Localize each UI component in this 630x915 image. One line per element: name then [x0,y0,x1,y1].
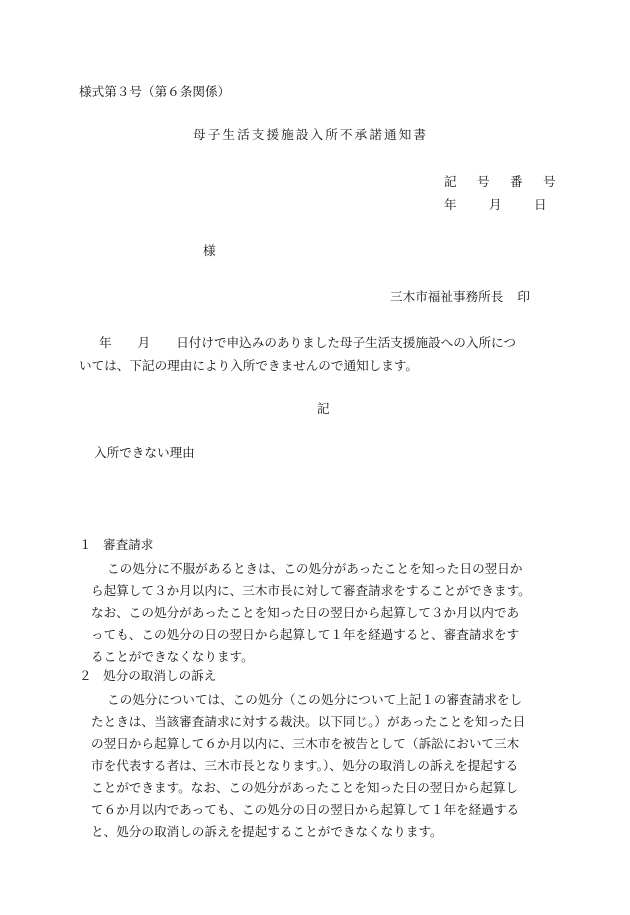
body-line-2: いては、下記の理由により入所できませんので通知します。 [79,358,419,373]
issuer-name: 三木市福祉事務所長 [390,289,504,304]
record-number-row [444,176,563,189]
section-revocation-suit [79,670,579,843]
seal-mark: 印 [517,289,530,304]
addressee-suffix: 様 [203,243,216,258]
section-number: ２ [79,668,92,683]
body-rest-line1: 日付けで申込みのありました母子生活支援施設への入所につ [176,335,516,350]
body-month: 月 [137,335,151,350]
date-day: 日 [534,197,547,212]
issuer-line [390,291,530,304]
section-line: ことができます。なお、この処分があったことを知った日の翌日から起算し [91,780,519,795]
section-heading [79,670,579,685]
section-line: っても、この処分の日の翌日から起算して１年を経過すると、審査請求をす [91,627,520,642]
record-label-ki: 記 [444,174,457,189]
section-line: なお、この処分があったことを知った日の翌日から起算して３か月以内であ [91,605,520,620]
section-line: この処分については、この処分（この処分について上記１の審査請求をし [107,692,523,707]
body-year: 年 [99,335,112,350]
date-row [444,199,554,212]
section-line: と、処分の取消しの訴えを提起することができなくなります。 [91,824,443,839]
section-heading [79,539,579,554]
date-year: 年 [444,197,457,212]
ki-heading: 記 [317,401,330,416]
body-line-1 [79,331,575,354]
record-label-ban: 番 [510,174,523,189]
date-month: 月 [489,197,502,212]
section-line: たときは、当該審査請求に対する裁決。以下同じ。）があったことを知った日 [91,714,526,729]
section-line: ることができなくなります。 [91,649,254,664]
section-appeal [79,539,579,668]
form-number: 様式第３号（第６条関係） [79,84,231,99]
reason-label: 入所できない理由 [94,445,195,460]
section-title: 審査請求 [103,537,154,552]
document-title: 母子生活支援施設入所不承諾通知書 [193,127,429,142]
section-body [91,689,579,843]
section-line: ら起算して３か月以内に、三木市長に対して審査請求をすることができます。 [91,583,531,598]
notice-body [79,331,575,377]
section-title: 処分の取消しの訴え [103,668,217,683]
section-body [91,558,579,668]
section-line: この処分に不服があるときは、この処分があったことを知った日の翌日か [107,561,523,576]
section-line: 市を代表する者は、三木市長となります。）、処分の取消しの訴えを提起する [91,758,519,773]
record-label-go2: 号 [543,174,556,189]
record-label-go: 号 [477,174,490,189]
section-line: て６か月以内であっても、この処分の日の翌日から起算して１年を経過する [91,802,520,817]
section-number: １ [79,537,92,552]
section-line: の翌日から起算して６か月以内に、三木市を被告として（訴訟において三木 [91,736,520,751]
